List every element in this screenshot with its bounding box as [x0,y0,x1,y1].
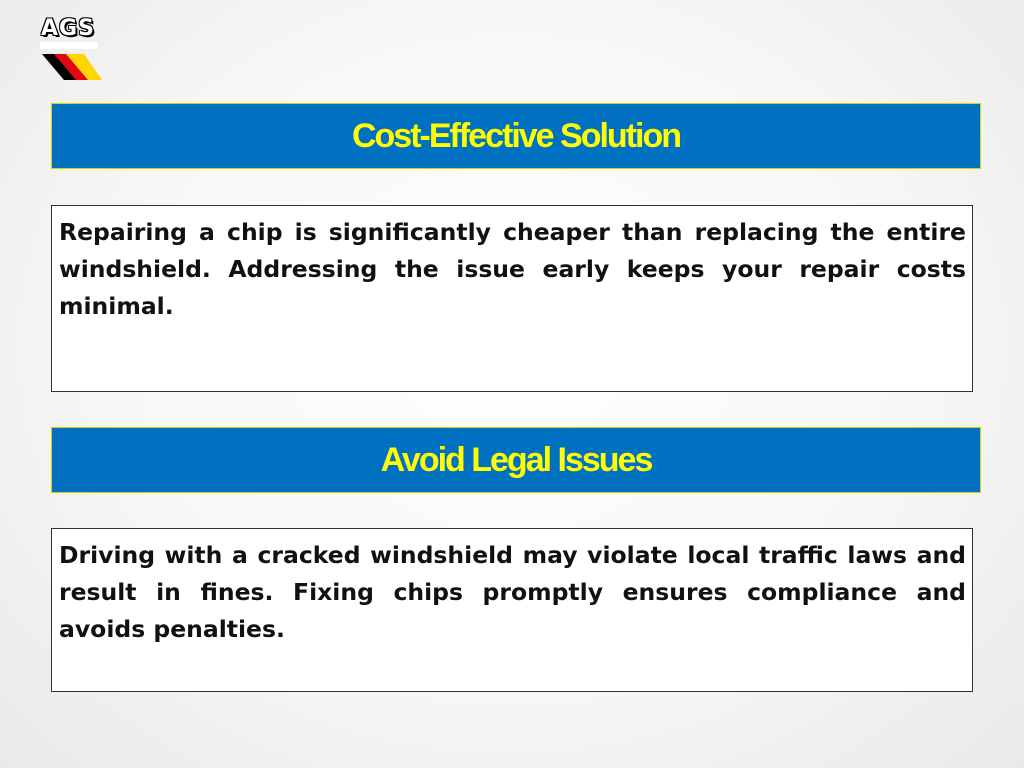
company-logo [38,14,102,80]
section-text-box [51,528,973,692]
section-body-text: Driving with a cracked windshield may violate local traffic laws and result in fines. Fixing chips promptly ensures compliance and avoids penalties. [59,541,966,643]
section-heading: Cost-Effective Solution [351,117,681,155]
section-heading: Avoid Legal Issues [380,441,652,479]
section-heading-banner [51,427,981,493]
logo-wordmark: AGS [41,16,95,41]
section-heading-banner [51,103,981,169]
section-text-box [51,205,973,392]
section-body-text: Repairing a chip is significantly cheaper than replacing the entire windshield. Addressing the issue early keeps your repair costs minimal. [59,218,966,320]
